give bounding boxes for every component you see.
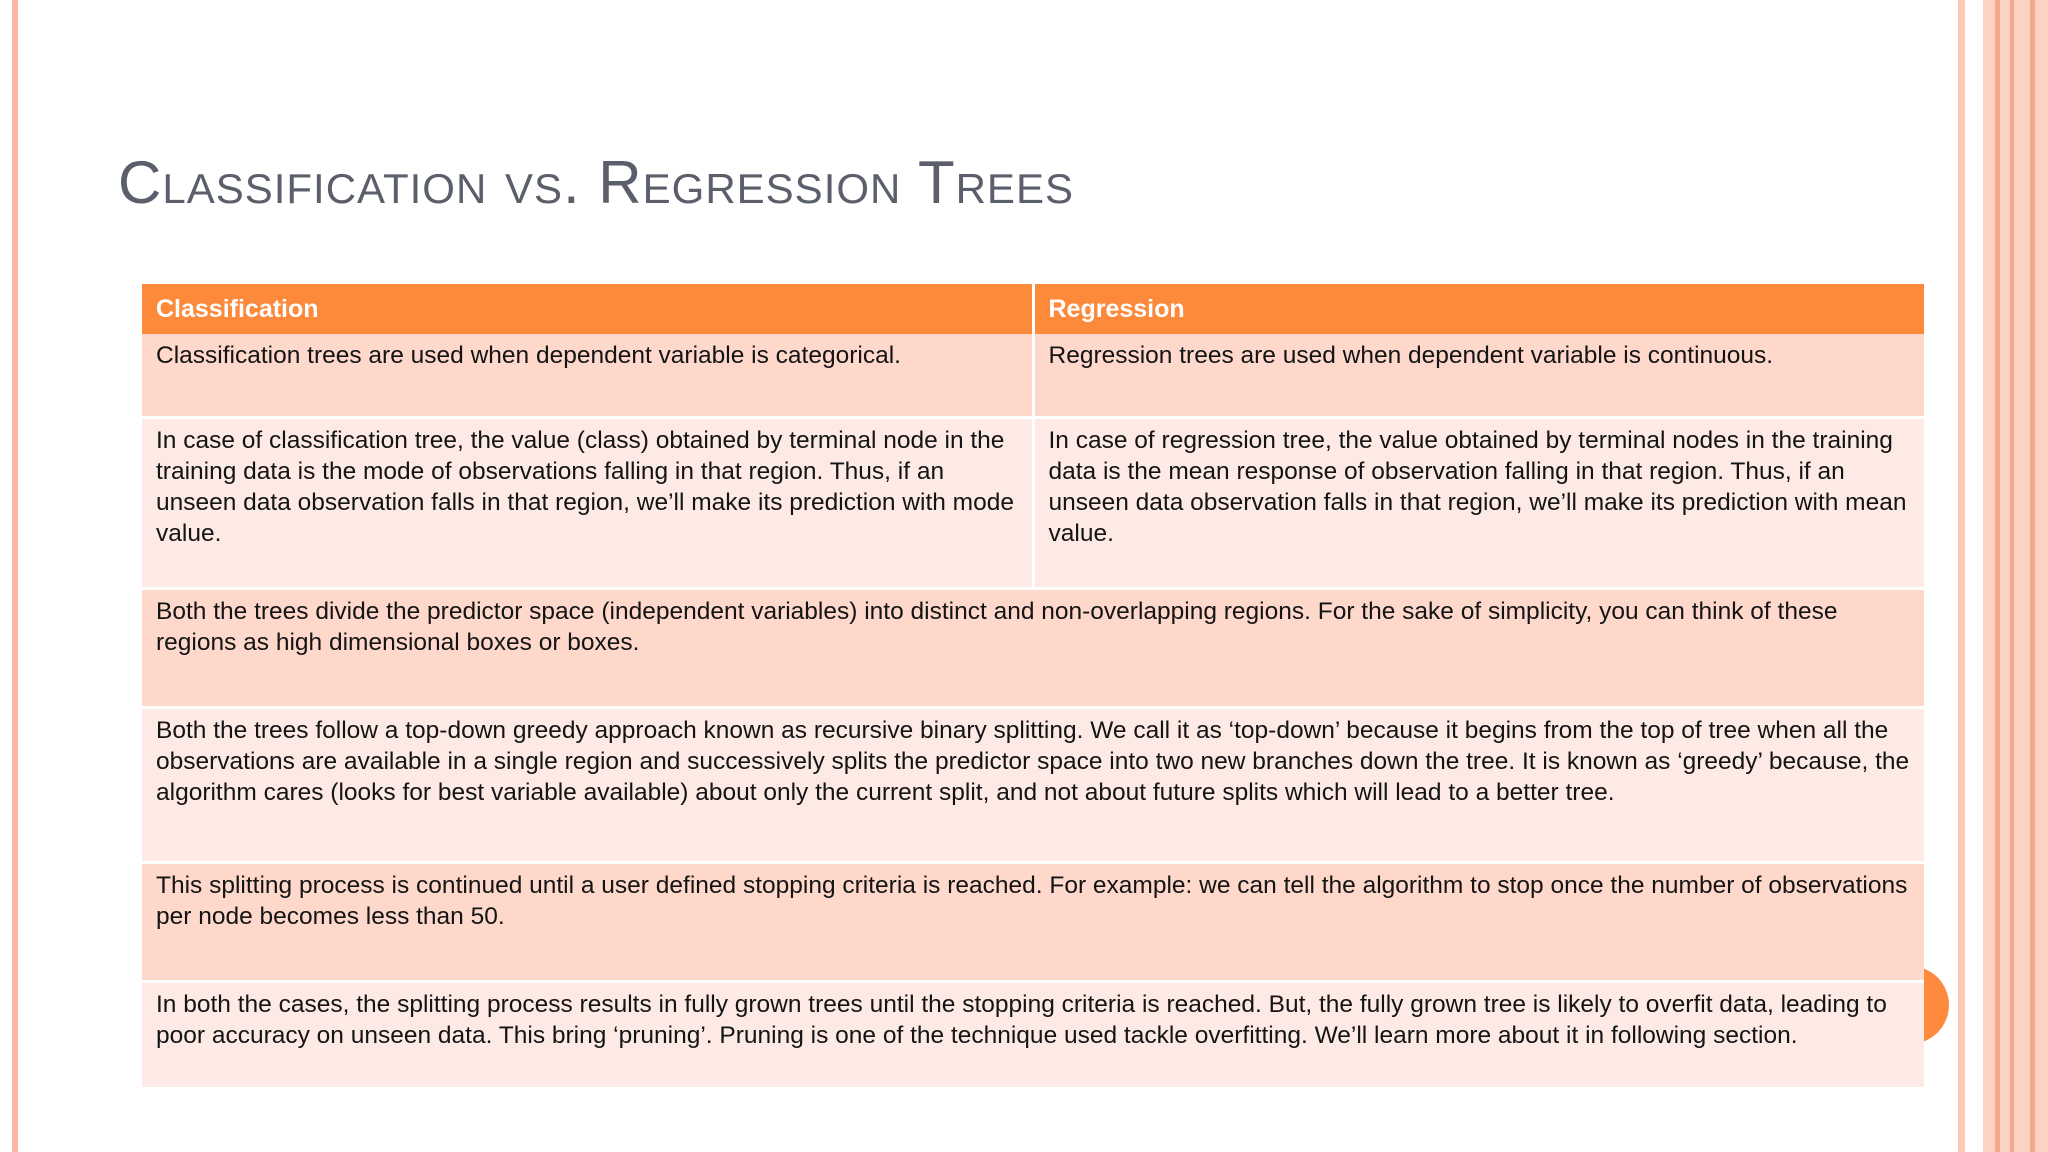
cell-text: Regression trees are used when dependent variable is continuous. [1048, 342, 1774, 369]
table-cell [142, 418, 1033, 589]
cell-text: Both the trees follow a top-down greedy approach known as recursive binary splitting. We call it as ‘top-down’ because it begins from the top of tree when all the observations are available in a single region and successively splits the predictor space into two new branches down the tree. It is known as ‘greedy’ because, the algorithm cares (looks for best variable available) about only the current split, and not about future splits which will lead to a better tree. [156, 717, 1910, 806]
table-row [142, 418, 1924, 589]
slide-right-band [1983, 0, 2048, 1152]
table-row [142, 708, 1924, 863]
slide-right-border [1958, 0, 1965, 1152]
cell-text: This splitting process is continued until a user defined stopping criteria is reached. For example: we can tell the algorithm to stop once the number of observations per node becomes less than 50. [156, 872, 1908, 930]
slide-title: Classification vs. Regression Trees [118, 149, 1074, 216]
cell-text: In both the cases, the splitting process results in fully grown trees until the stopping criteria is reached. But, the fully grown tree is likely to overfit data, leading to poor accuracy on unseen data. This bring ‘pruning’. Pruning is one of the technique used tackle overfitting. We’ll learn more about it in following section. [156, 991, 1887, 1049]
cell-text: Both the trees divide the predictor space (independent variables) into distinct and non-overlapping regions. For the sake of simplicity, you can think of these regions as high dimensional boxes or boxes. [156, 598, 1838, 656]
table-header-row [142, 284, 1924, 334]
cell-text: In case of classification tree, the value (class) obtained by terminal node in the training data is the mode of observations falling in that region. Thus, if an unseen data observation falls in that region, we’ll make its prediction with mode value. [156, 427, 1014, 547]
slide-right-stripe [2030, 0, 2035, 1152]
table-cell-merged [142, 863, 1924, 982]
comparison-table [142, 284, 1924, 1087]
table-row [142, 589, 1924, 708]
cell-text: In case of regression tree, the value obtained by terminal nodes in the training data is the mean response of observation falling in that region. Thus, if an unseen data observation falls in that region, we’ll make its prediction with mean value. [1048, 427, 1907, 547]
table-cell-merged [142, 589, 1924, 708]
table-row [142, 863, 1924, 982]
slide-left-border [12, 0, 18, 1152]
slide-right-stripe [2010, 0, 2014, 1152]
table-row [142, 982, 1924, 1088]
table-cell [142, 334, 1033, 418]
table-cell [1033, 418, 1924, 589]
header-classification: Classification [142, 284, 1033, 334]
table-cell-merged [142, 708, 1924, 863]
table-cell [1033, 334, 1924, 418]
table-row [142, 334, 1924, 418]
table-cell-merged [142, 982, 1924, 1088]
header-regression: Regression [1033, 284, 1924, 334]
slide-right-stripe [1995, 0, 2000, 1152]
cell-text: Classification trees are used when dependent variable is categorical. [156, 342, 901, 369]
